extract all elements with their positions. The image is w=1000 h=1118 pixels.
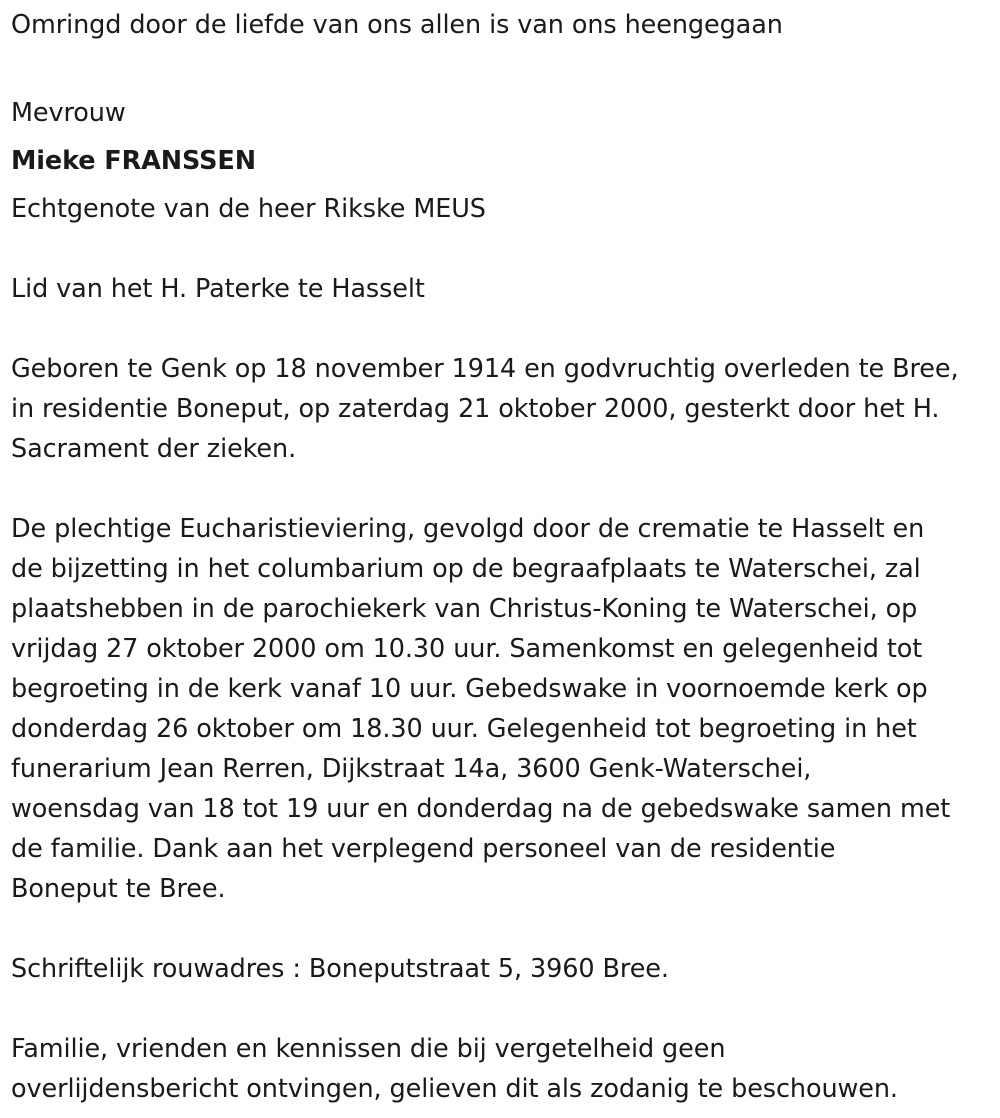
paragraph-line: de familie. Dank aan het verplegend personeel van de residentie (11, 834, 836, 864)
paragraph-line: Familie, vrienden en kennissen die bij vergetelheid geen (11, 1034, 726, 1064)
salutation: Mevrouw (11, 98, 126, 128)
paragraph-line: De plechtige Eucharistieviering, gevolgd door de crematie te Hasselt en (11, 514, 925, 544)
paragraph-line: funerarium Jean Rerren, Dijkstraat 14a, 3600 Genk-Waterschei, (11, 754, 812, 784)
intro-text: Omringd door de liefde van ons allen is van ons heengegaan (11, 10, 783, 40)
paragraph-line: Geboren te Genk op 18 november 1914 en godvruchtig overleden te Bree, (11, 354, 959, 384)
paragraph-line: donderdag 26 oktober om 18.30 uur. Gelegenheid tot begroeting in het (11, 714, 917, 744)
spouse-text: Echtgenote van de heer Rikske MEUS (11, 194, 486, 224)
obituary-notice (11, 0, 996, 1109)
paragraph-line: in residentie Boneput, op zaterdag 21 oktober 2000, gesterkt door het H. (11, 394, 940, 424)
deceased-name: Mieke FRANSSEN (11, 146, 256, 176)
paragraph-line: Sacrament der zieken. (11, 434, 297, 464)
mourning-address: Schriftelijk rouwadres : Boneputstraat 5, 3960 Bree. (11, 954, 669, 984)
paragraph-line: vrijdag 27 oktober 2000 om 10.30 uur. Samenkomst en gelegenheid tot (11, 634, 923, 664)
paragraph-line: plaatshebben in de parochiekerk van Christus-Koning te Waterschei, op (11, 594, 918, 624)
paragraph-line: woensdag van 18 tot 19 uur en donderdag na de gebedswake samen met (11, 794, 951, 824)
paragraph-line: Boneput te Bree. (11, 874, 226, 904)
ceremony-paragraph (11, 509, 996, 909)
paragraph-line: de bijzetting in het columbarium op de begraafplaats te Waterschei, zal (11, 554, 921, 584)
birth-death-paragraph (11, 349, 996, 469)
paragraph-line: overlijdensbericht ontvingen, gelieven dit als zodanig te beschouwen. (11, 1074, 898, 1104)
membership-text: Lid van het H. Paterke te Hasselt (11, 274, 425, 304)
closing-paragraph (11, 1029, 996, 1109)
paragraph-line: begroeting in de kerk vanaf 10 uur. Gebedswake in voornoemde kerk op (11, 674, 928, 704)
